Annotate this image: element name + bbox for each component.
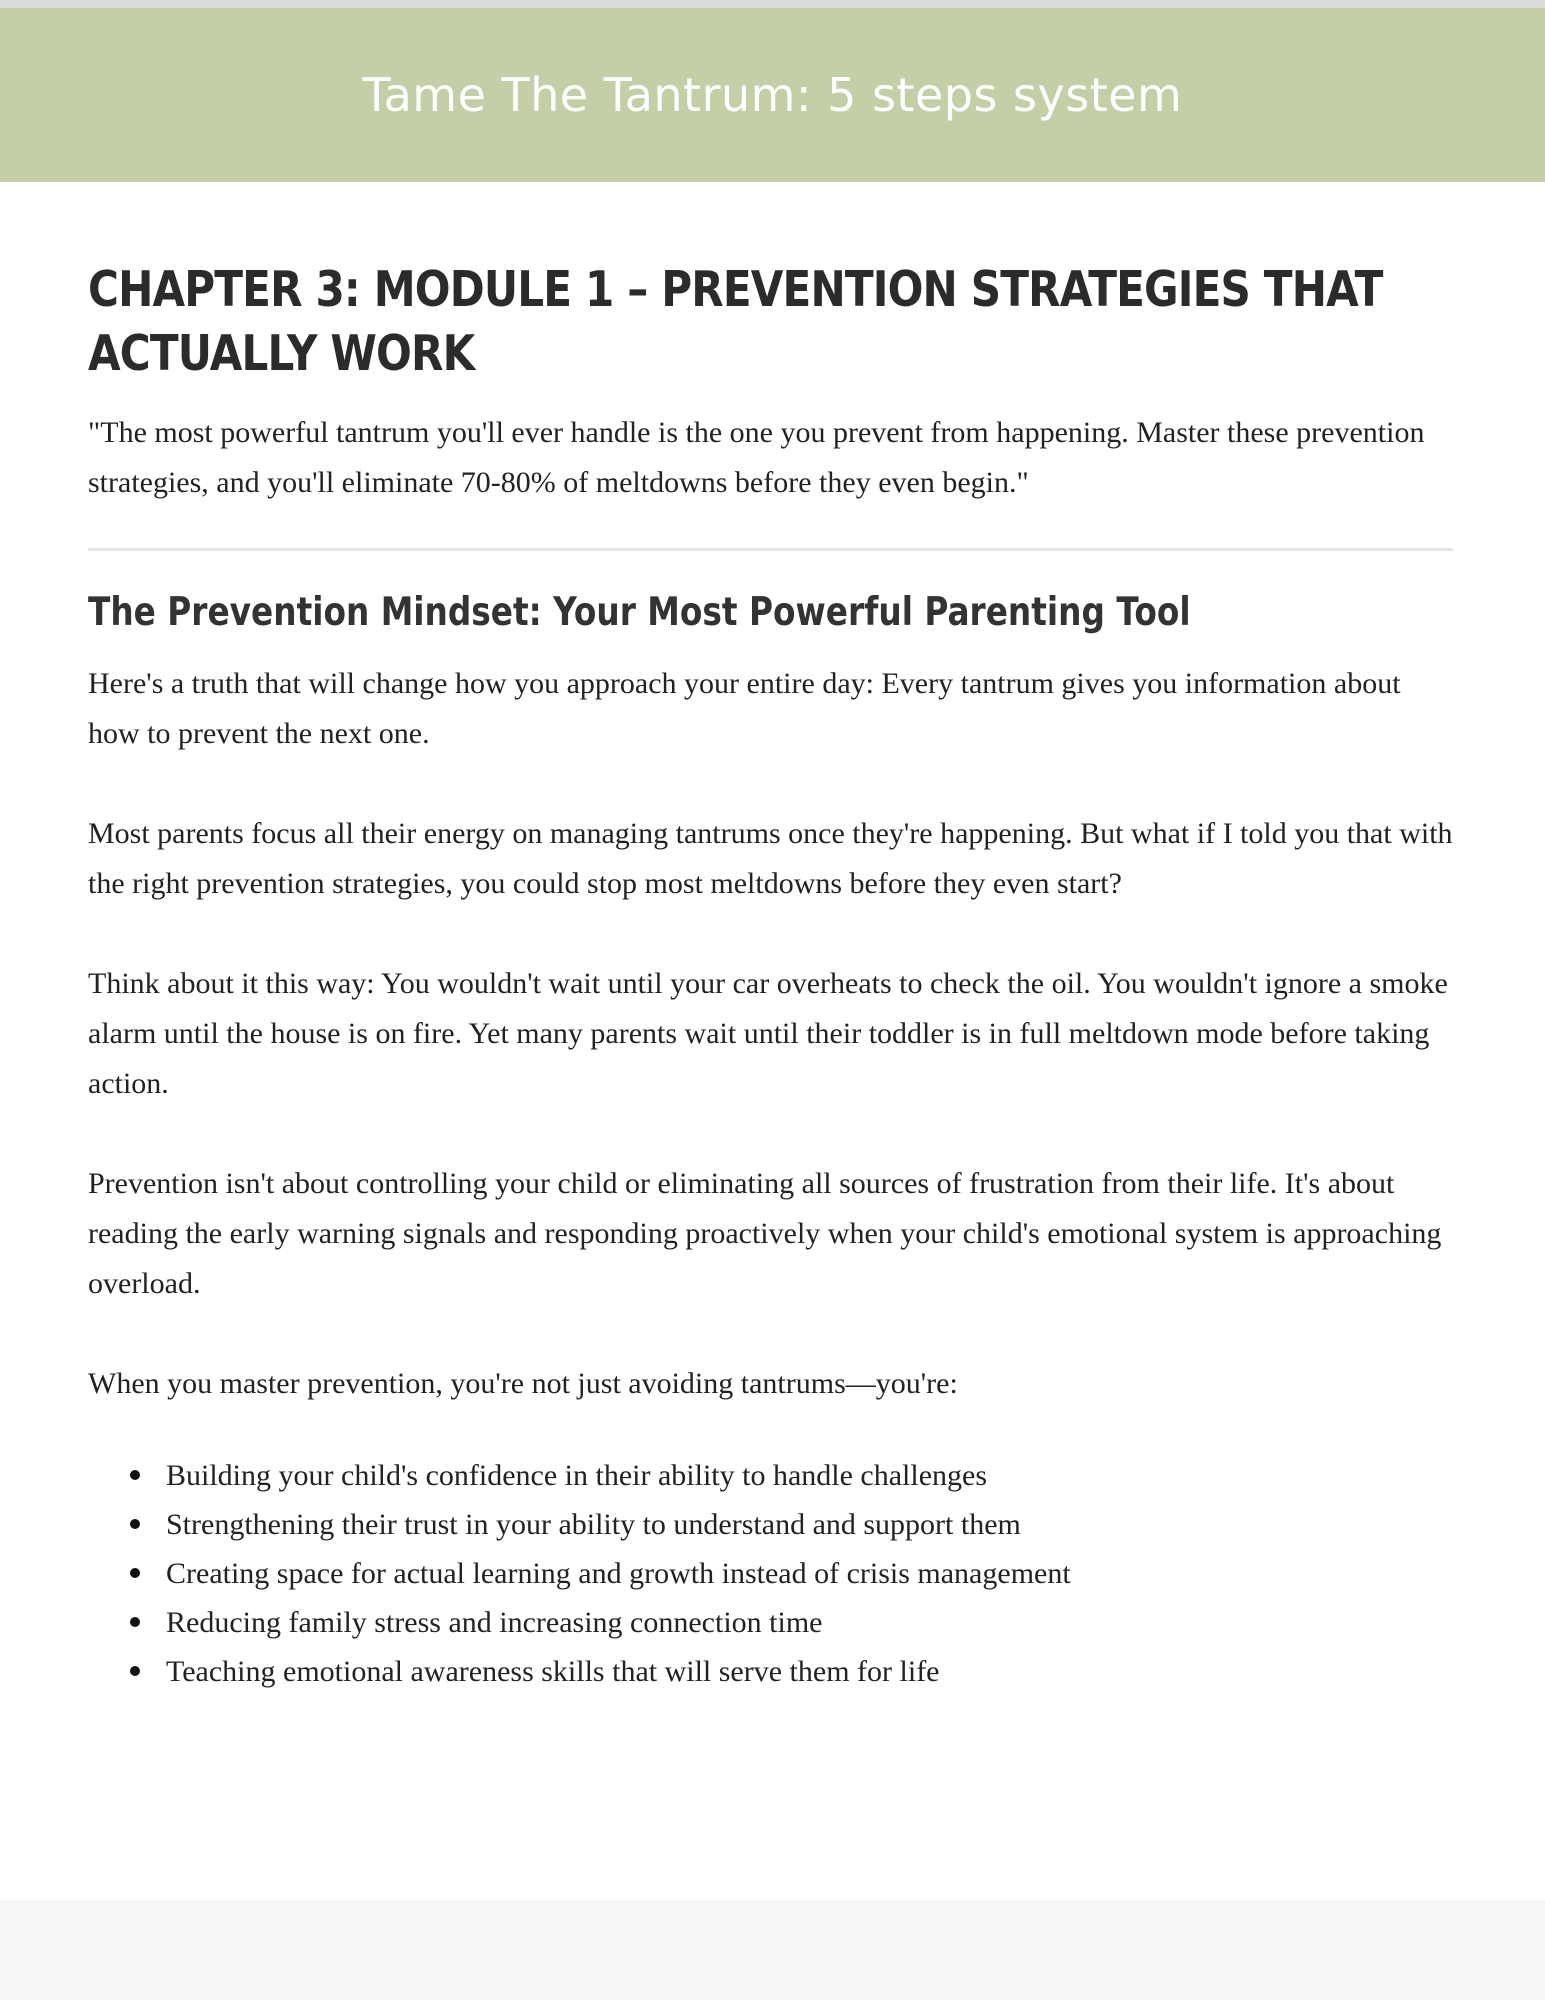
list-item	[88, 1598, 1453, 1647]
bullet-icon	[130, 1470, 140, 1480]
benefits-list	[88, 1451, 1453, 1696]
header-banner	[0, 8, 1545, 182]
paragraph: Think about it this way: You wouldn't wait until your car overheats to check the oil. You wouldn't ignore a smoke alarm until the house is on fire. Yet many parents wait until their toddler is in full meltdown mode before taking action.	[88, 967, 1448, 1100]
paragraph: Most parents focus all their energy on managing tantrums once they're happening. But what if I told you that with the right prevention strategies, you could stop most meltdowns before they even start?	[88, 817, 1453, 900]
list-item-text: Strengthening their trust in your ability to understand and support them	[166, 1508, 1021, 1541]
page-content	[88, 258, 1453, 1696]
list-item-text: Building your child's confidence in their ability to handle challenges	[166, 1459, 988, 1492]
list-item	[88, 1647, 1453, 1696]
bullet-icon	[130, 1568, 140, 1578]
section-divider	[88, 548, 1453, 551]
list-item	[88, 1451, 1453, 1500]
chapter-title: CHAPTER 3: MODULE 1 – PREVENTION STRATEGIES THAT ACTUALLY WORK	[88, 261, 1383, 382]
paragraph: Here's a truth that will change how you approach your entire day: Every tantrum gives you information about how to prevent the next one.	[88, 667, 1401, 750]
bullet-icon	[130, 1519, 140, 1529]
bullet-icon	[130, 1666, 140, 1676]
list-item-text: Creating space for actual learning and growth instead of crisis management	[166, 1557, 1071, 1590]
section-heading: The Prevention Mindset: Your Most Powerful Parenting Tool	[88, 590, 1191, 635]
document-page	[0, 8, 1545, 1900]
list-item	[88, 1500, 1453, 1549]
intro-quote: "The most powerful tantrum you'll ever handle is the one you prevent from happening. Master these prevention strategies, and you'll eliminate 70-80% of meltdowns before they even begin."	[88, 416, 1425, 499]
top-strip	[0, 0, 1545, 8]
bullet-icon	[130, 1617, 140, 1627]
list-item-text: Teaching emotional awareness skills that will serve them for life	[166, 1655, 940, 1688]
document-title: Tame The Tantrum: 5 steps system	[362, 68, 1183, 122]
paragraph: Prevention isn't about controlling your child or eliminating all sources of frustration from their life. It's about reading the early warning signals and responding proactively when your child's emotional system is approaching overload.	[88, 1167, 1442, 1300]
list-item	[88, 1549, 1453, 1598]
list-lead-in: When you master prevention, you're not just avoiding tantrums—you're:	[88, 1367, 958, 1400]
list-item-text: Reducing family stress and increasing connection time	[166, 1606, 823, 1639]
